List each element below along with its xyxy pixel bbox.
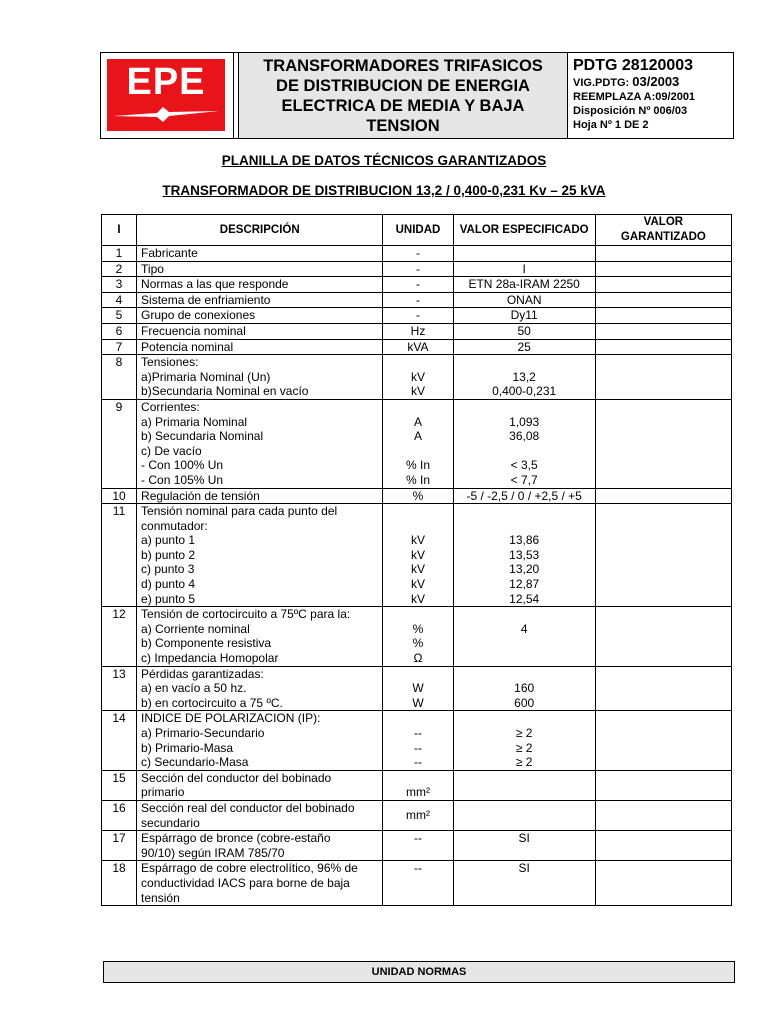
row-unit: -- [383, 831, 453, 861]
header-guaranteed-value: VALOR GARANTIZADO [595, 215, 731, 246]
row-specified-value [453, 800, 595, 830]
table-row [102, 246, 732, 262]
row-description: Espárrago de bronce (cobre-estaño 90/10) según IRAM 785/70 [137, 831, 383, 861]
row-number: 11 [102, 504, 137, 607]
row-unit: - [383, 277, 453, 293]
header-description: DESCRIPCIÓN [137, 215, 383, 246]
row-description: Tensiones: a)Primaria Nominal (Un) b)Secundaria Nominal en vacío [137, 355, 383, 400]
row-guaranteed-value [595, 666, 731, 711]
document-header [100, 52, 734, 139]
row-specified-value: ≥ 2 ≥ 2 ≥ 2 [453, 711, 595, 770]
row-number: 12 [102, 607, 137, 666]
row-unit: % [383, 488, 453, 504]
row-unit: mm² [383, 770, 453, 800]
table-row [102, 861, 732, 906]
row-specified-value: SI [453, 831, 595, 861]
row-unit: Hz [383, 323, 453, 339]
row-guaranteed-value [595, 607, 731, 666]
row-description: Sección del conductor del bobinado primario [137, 770, 383, 800]
document-info-cell [568, 53, 733, 138]
reemplaza: REEMPLAZA A:09/2001 [573, 91, 696, 103]
row-guaranteed-value [595, 488, 731, 504]
row-specified-value: 160 600 [453, 666, 595, 711]
row-unit: -- -- -- [383, 711, 453, 770]
table-row [102, 831, 732, 861]
row-description: Tensión nominal para cada punto del conmutador: a) punto 1 b) punto 2 c) punto 3 d) punto 4 e) punto 5 [137, 504, 383, 607]
row-guaranteed-value [595, 292, 731, 308]
row-unit: kV kV [383, 355, 453, 400]
row-specified-value: Dy11 [453, 308, 595, 324]
document-title-cell [238, 53, 568, 138]
row-description: Sistema de enfriamiento [137, 292, 383, 308]
row-description: Espárrago de cobre electrolítico, 96% de conductividad IACS para borne de baja tensión [137, 861, 383, 906]
row-number: 2 [102, 261, 137, 277]
table-row [102, 770, 732, 800]
row-guaranteed-value [595, 861, 731, 906]
row-guaranteed-value [595, 323, 731, 339]
row-guaranteed-value [595, 339, 731, 355]
row-guaranteed-value [595, 504, 731, 607]
table-row [102, 323, 732, 339]
row-number: 18 [102, 861, 137, 906]
table-row [102, 399, 732, 488]
row-specified-value [453, 770, 595, 800]
row-unit: - [383, 246, 453, 262]
table-row [102, 488, 732, 504]
row-guaranteed-value [595, 770, 731, 800]
row-specified-value [453, 246, 595, 262]
header-specified-value: VALOR ESPECIFICADO [453, 215, 595, 246]
row-specified-value: -5 / -2,5 / 0 / +2,5 / +5 [453, 488, 595, 504]
row-description: Regulación de tensión [137, 488, 383, 504]
row-number: 13 [102, 666, 137, 711]
row-specified-value: ONAN [453, 292, 595, 308]
lightning-bolt-icon [107, 103, 225, 125]
row-specified-value: 25 [453, 339, 595, 355]
document-title: TRANSFORMADORES TRIFASICOS DE DISTRIBUCION DE ENERGIA ELECTRICA DE MEDIA Y BAJA TENSION [263, 56, 543, 135]
row-guaranteed-value [595, 261, 731, 277]
row-unit: - [383, 292, 453, 308]
table-row [102, 504, 732, 607]
row-guaranteed-value [595, 355, 731, 400]
row-unit: % % Ω [383, 607, 453, 666]
logo-cell [101, 53, 234, 138]
row-unit: kV kV kV kV kV [383, 504, 453, 607]
row-number: 3 [102, 277, 137, 293]
row-number: 16 [102, 800, 137, 830]
row-number: 8 [102, 355, 137, 400]
row-unit: A A % In % In [383, 399, 453, 488]
row-description: Corrientes: a) Primaria Nominal b) Secundaria Nominal c) De vacío - Con 100% Un - Con 105% Un [137, 399, 383, 488]
table-row [102, 339, 732, 355]
table-row [102, 711, 732, 770]
footer-unit: UNIDAD NORMAS [103, 961, 735, 983]
technical-data-table [101, 214, 732, 906]
hoja: Hoja Nº 1 DE 2 [573, 119, 649, 131]
row-unit: -- [383, 861, 453, 906]
logo-text: EPE [126, 61, 206, 103]
document-code: PDTG 28120003 [573, 57, 694, 74]
row-description: Tensión de cortocircuito a 75ºC para la: a) Corriente nominal b) Componente resistiva c) Impedancia Homopolar [137, 607, 383, 666]
row-unit: W W [383, 666, 453, 711]
row-specified-value: 1,093 36,08 < 3,5 < 7,7 [453, 399, 595, 488]
row-guaranteed-value [595, 711, 731, 770]
table-row [102, 308, 732, 324]
row-number: 1 [102, 246, 137, 262]
header-index: I [102, 215, 137, 246]
row-number: 5 [102, 308, 137, 324]
row-number: 10 [102, 488, 137, 504]
row-specified-value: 50 [453, 323, 595, 339]
disposicion: Disposición Nº 006/03 [573, 105, 688, 117]
table-row [102, 261, 732, 277]
vigencia: VIG.PDTG: 03/2003 [573, 74, 680, 89]
row-specified-value: I [453, 261, 595, 277]
row-unit: - [383, 308, 453, 324]
table-row [102, 277, 732, 293]
row-guaranteed-value [595, 800, 731, 830]
table-row [102, 355, 732, 400]
row-unit: - [383, 261, 453, 277]
row-number: 14 [102, 711, 137, 770]
row-description: Grupo de conexiones [137, 308, 383, 324]
row-description: Potencia nominal [137, 339, 383, 355]
row-guaranteed-value [595, 831, 731, 861]
table-row [102, 666, 732, 711]
row-unit: kVA [383, 339, 453, 355]
row-guaranteed-value [595, 246, 731, 262]
row-specified-value: 13,86 13,53 13,20 12,87 12,54 [453, 504, 595, 607]
row-description: Fabricante [137, 246, 383, 262]
row-specified-value: SI [453, 861, 595, 906]
row-specified-value: 13,2 0,400-0,231 [453, 355, 595, 400]
row-description: INDICE DE POLARIZACION (IP): a) Primario-Secundario b) Primario-Masa c) Secundario-Masa [137, 711, 383, 770]
row-number: 17 [102, 831, 137, 861]
table-row [102, 292, 732, 308]
row-specified-value: 4 [453, 607, 595, 666]
table-row [102, 800, 732, 830]
row-number: 9 [102, 399, 137, 488]
table-row [102, 607, 732, 666]
row-unit: mm² [383, 800, 453, 830]
row-description: Sección real del conductor del bobinado secundario [137, 800, 383, 830]
row-number: 7 [102, 339, 137, 355]
row-guaranteed-value [595, 399, 731, 488]
row-description: Normas a las que responde [137, 277, 383, 293]
row-description: Frecuencia nominal [137, 323, 383, 339]
epe-logo [107, 59, 225, 131]
row-description: Pérdidas garantizadas: a) en vacío a 50 hz. b) en cortocircuito a 75 ºC. [137, 666, 383, 711]
row-guaranteed-value [595, 277, 731, 293]
row-number: 6 [102, 323, 137, 339]
sheet-heading: PLANILLA DE DATOS TÉCNICOS GARANTIZADOS [221, 153, 547, 168]
row-guaranteed-value [595, 308, 731, 324]
header-unit: UNIDAD [383, 215, 453, 246]
row-description: Tipo [137, 261, 383, 277]
row-number: 15 [102, 770, 137, 800]
table-body [102, 246, 732, 906]
row-number: 4 [102, 292, 137, 308]
row-specified-value: ETN 28a-IRAM 2250 [453, 277, 595, 293]
transformer-heading: TRANSFORMADOR DE DISTRIBUCION 13,2 / 0,400-0,231 Kv – 25 kVA [162, 183, 606, 198]
